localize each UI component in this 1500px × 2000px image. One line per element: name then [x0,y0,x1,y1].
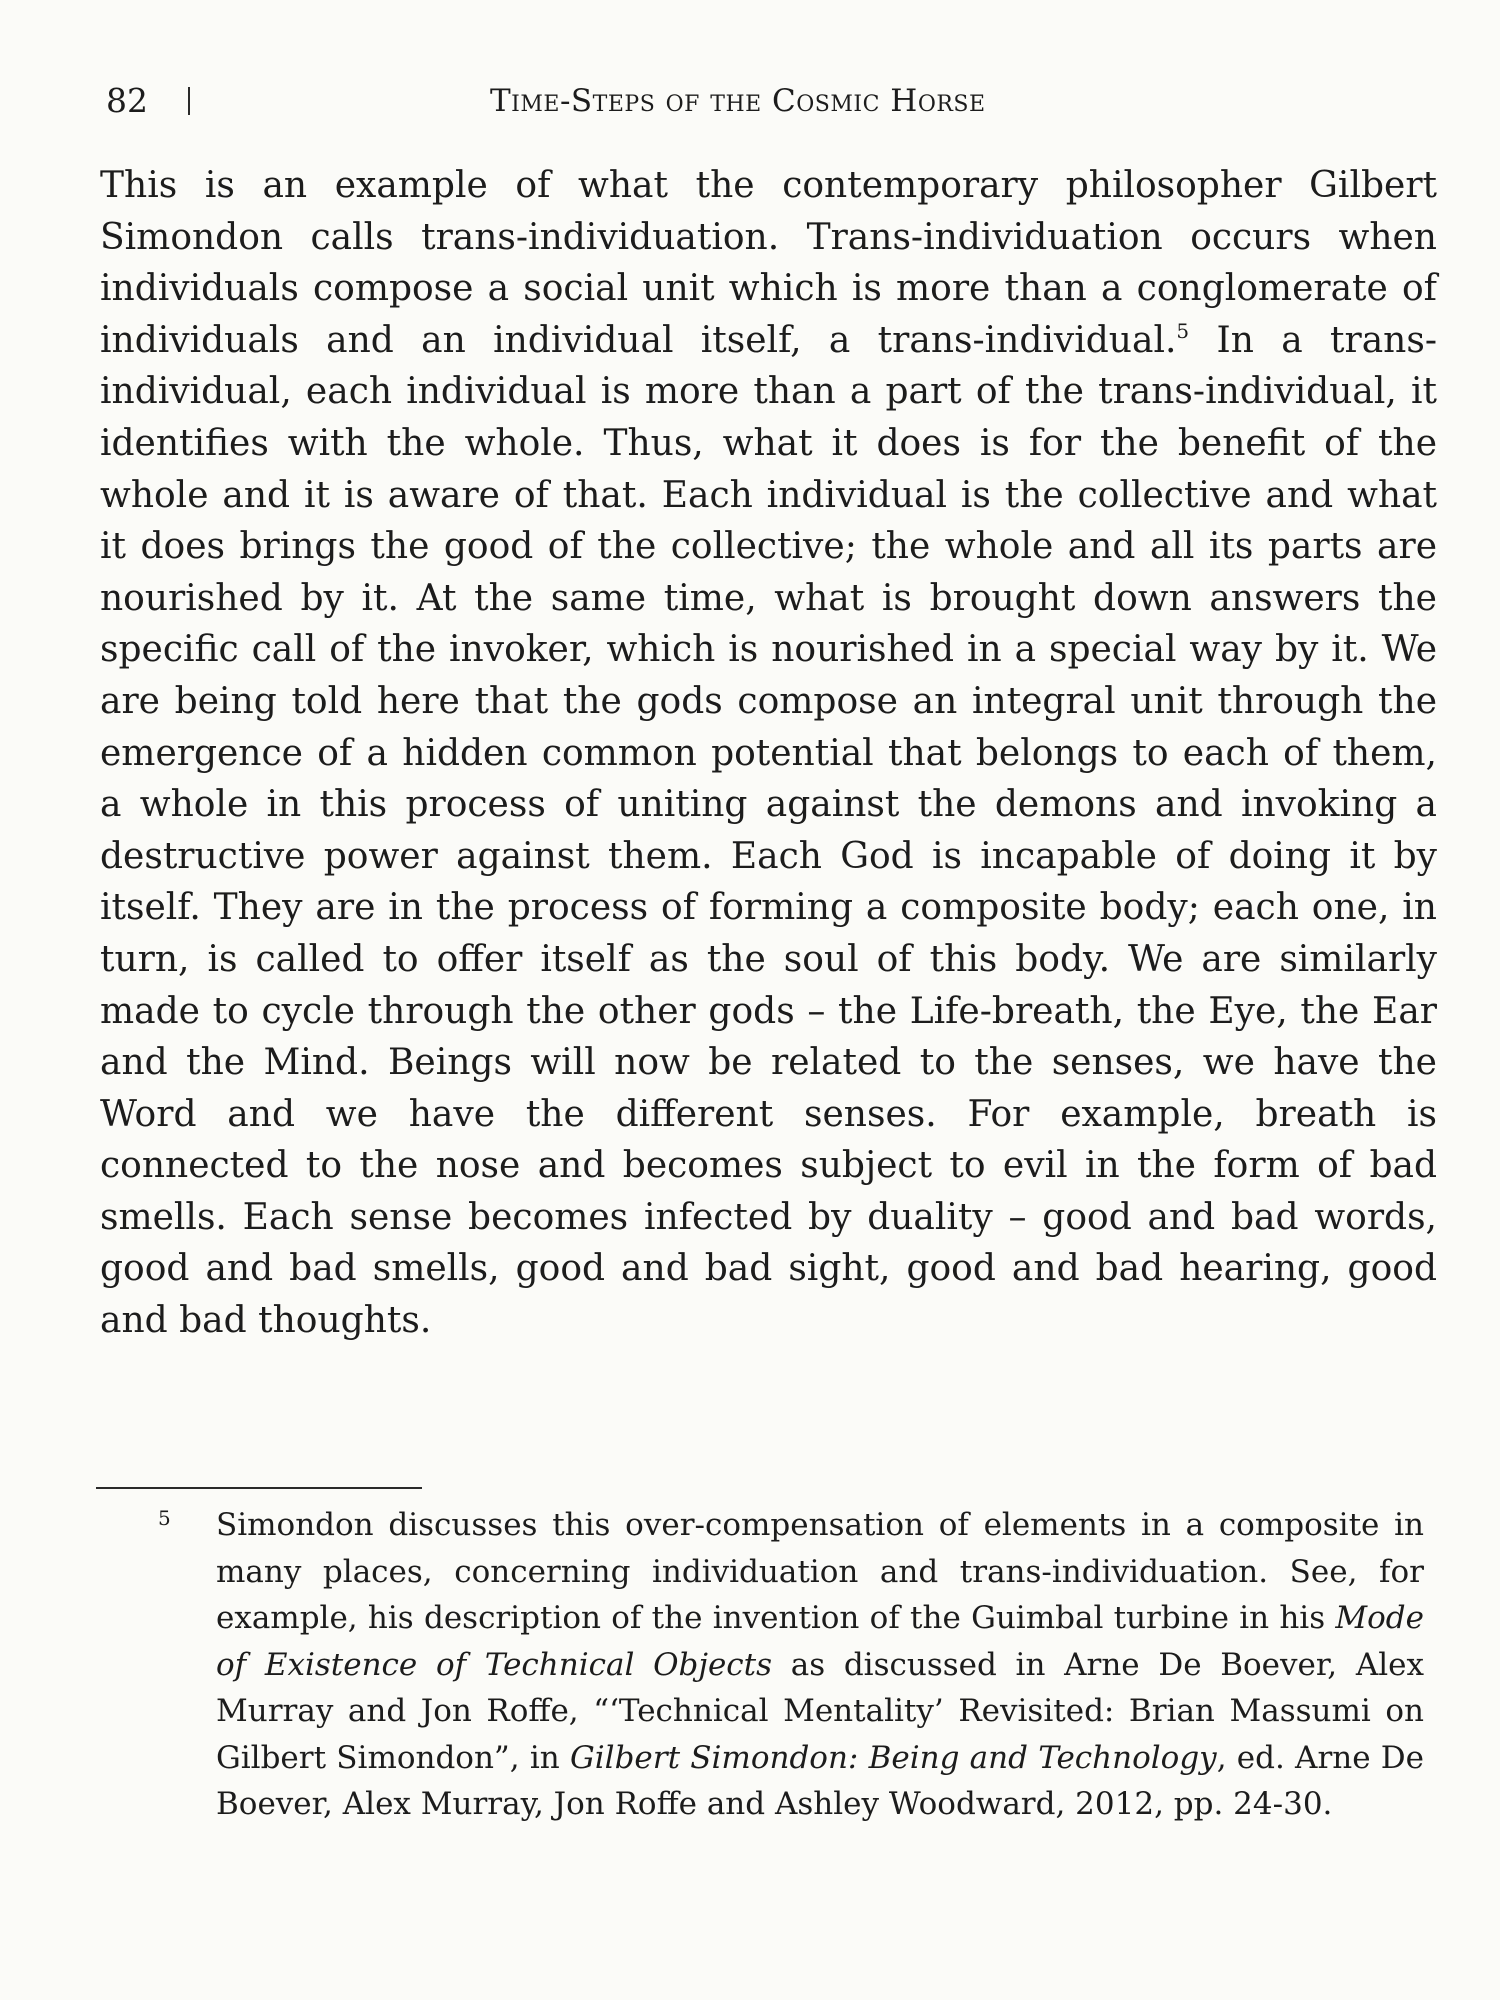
footnote-volume-title: Gilbert Simondon: Being and Technology [569,1739,1217,1776]
main-paragraph [100,160,1437,1347]
footnote-marker: 5 [158,1506,171,1530]
paragraph-text-part2: In a trans-individual, each individual is more than a part of the trans-individual, it identifies with the whole. Thus, what it does is for the benefit of the whole and it is aware of that. Each individual is the collective and what it does brings the good of the collective; the whole and all its parts are nourished by it. At the same time, what is brought down answers the specific call of the invoker, which is nourished in a special way by it. We are being told here that the gods compose an integral unit through the emergence of a hidden common potential that belongs to each of them, a whole in this process of uniting against the demons and invoking a destructive power against them. Each God is incapable of doing it by itself. They are in the process of forming a composite body; each one, in turn, is called to offer itself as the soul of this body. We are similarly made to cycle through the other gods – the Life-breath, the Eye, the Ear and the Mind. Beings will now be related to the senses, we have the Word and we have the different senses. For example, breath is connected to the nose and becomes subject to evil in the form of bad smells. Each sense becomes infected by duality – good and bad words, good and bad smells, good and bad sight, good and bad hearing, good and bad thoughts. [100,319,1437,1342]
footnote-book-title: Mode of Existence of Technical Objects [216,1600,1424,1683]
page-header [106,78,1436,124]
footnote-text [216,1502,1424,1828]
footnote-divider [96,1487,422,1489]
footnote-text-part2: as discussed in Arne De Boever, Alex Murray and Jon Roffe, “‘Technical Mentality’ Revisited: Brian Massumi on Gilbert Simondon”, in [216,1646,1424,1776]
paragraph-text-part1: This is an example of what the contemporary philosopher Gilbert Simondon calls trans-individuation. Trans-individuation occurs when individuals compose a social unit which is more than a conglomerate of individuals and an individual itself, a trans-individual. [100,165,1437,361]
footnote-text-part3: , ed. Arne De Boever, Alex Murray, Jon Roffe and Ashley Woodward, 2012, pp. 24-30. [216,1739,1425,1822]
running-head: Time-Steps of the Cosmic Horse [490,83,986,119]
page-number: 82 [106,81,148,120]
footnote-reference[interactable]: 5 [1176,318,1190,343]
footnote-text-part1: Simondon discusses this over-compensation of elements in a composite in many places, concerning individuation and trans-individuation. See, for example, his description of the invention of the Guimbal turbine in his [216,1507,1424,1636]
header-separator [188,87,190,115]
